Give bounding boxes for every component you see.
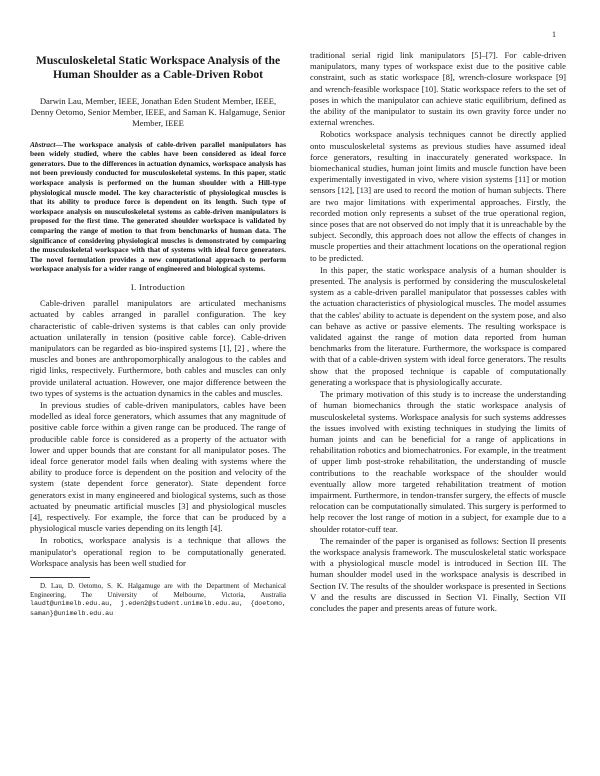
paragraph: traditional serial rigid link manipulators [5]–[7]. For cable-driven manipulators, many types of workspace exist due to the positive cable constraint, such as static workspace [8], wrench-closure workspace [9] and wrench-feasible workspace [10]. Static workspace refers to the set of poses in which the manipulator can achieve static equilibrium, defined as the ability of the manipulator to sustain its own gravity force under no external wrenches.: [310, 50, 566, 128]
author-list: Darwin Lau, Member, IEEE, Jonathan Eden Student Member, IEEE, Denny Oetomo, Senior Member, IEEE, and Saman K. Halgamuge, Senior Member, IEEE: [30, 96, 286, 129]
paragraph: In previous studies of cable-driven manipulators, cables have been modelled as ideal force generators, which assumes that any magnitude of positive cable force within a given range can be produced. The range of producible cable force is considered as a property of the actuator with lower and upper bounds that are constant for all manipulator poses. The ideal force generator model fails when dealing with systems where the ability to produce force is dependent on the position and velocity of the system (state dependent force generator). State dependent force generators exist in many engineered and biological systems, such as those actuated by pneumatic artificial muscles [3] and physiological muscles [4], respectively. For example, the force that can be produced by a physiological muscle varies depending on its length [4].: [30, 399, 286, 534]
paragraph: The primary motivation of this study is to increase the understanding of human biomechanics through the static workspace analysis of musculoskeletal systems. Workspace analysis for such systems addresses the issues involved with existing techniques in studying the limits of human joints and can be beneficial for a range of applications in rehabilitation robotics and biomechatronics. For example, in the treatment of upper limb post-stroke rehabilitation, the understanding of muscle contributions to the reachable workspace of the shoulder would eventually allow more targeted rehabilitation treatment of motion impairment. Furthermore, in tendon-transfer surgery, the effects of muscle relocation can be computationally simulated. This surgery is performed to help recover the lost range of motion in a subject, for example due to a shoulder rotator-cuff tear.: [310, 389, 566, 534]
abstract-label: Abstract: [30, 139, 56, 149]
left-column: [30, 50, 286, 618]
right-column: [310, 50, 566, 615]
paragraph: In this paper, the static workspace analysis of a human shoulder is presented. The analysis is performed by considering the musculoskeletal system as a cable-driven parallel manipulator that possesses cables with the actuation characteristics of physiological muscles. The model assumes that the cables' ability to actuate is dependent on the system pose, and also can behave as active or passive elements. The resulting workspace is validated against the range of motion data reported from human benchmarks from the literature. Furthermore, the workspace is compared with that of a cable-driven system with ideal force generators. The results show that the proposed technique is capable of computationally generating a workspace that is physiologically accurate.: [310, 264, 566, 387]
paragraph: The remainder of the paper is organised as follows: Section II presents the workspace analysis framework. The musculoskeletal static workspace with a physiological muscle model is introduced in Section III. The human shoulder model used in the workspace analysis is described in Section IV. The results of the shoulder workspace is presented in Sections V and the results are discussed in Section VI. Finally, Section VII concludes the paper and presents areas of future work.: [310, 535, 566, 613]
paragraph: Robotics workspace analysis techniques cannot be directly applied onto musculoskeletal systems as previous studies have assumed ideal force generators, resulting in inaccurately generated workspace. In biomechanical studies, human joint limits and muscle function have been experimentally investigated in vivo, where vision systems [11] or motion sensors [12], [13] are used to record the motion of human subjects. There are two major limitations with experimental approaches. Firstly, the recorded motion only represents a subset of the true operational region, since poses that are not observed do not imply that it is unreachable by the subject. Secondly, this approach does not allow the effects of changes in muscle properties and their attachment locations on the operational region to be predicted.: [310, 129, 566, 263]
paragraph: In robotics, workspace analysis is a technique that allows the manipulator's operational region to be computationally generated. Workspace analysis has been well studied for: [30, 535, 286, 568]
author-affiliation-footnote: [30, 582, 286, 618]
footnote-divider: [30, 577, 90, 578]
paragraph: Cable-driven parallel manipulators are articulated mechanisms actuated by cables arranged in parallel configuration. The key characteristic of cable-driven systems is that cables can only provide actuation unilaterally in tension (positive cable force). Cable-driven manipulators can be regarded as bio-inspired systems [1], [2] , where the muscles and bones are anthropomorphically analogous to the cables and rigid links, respectively. Furthermore, both cables and muscles can only provide unilateral actuation. However, one major difference between the two types of systems is the actuation dynamics in the cables and muscles.: [30, 298, 286, 398]
page-number: 1: [552, 30, 556, 39]
footnote-emails: laudt@unimelb.edu.au, j.eden2@student.unimelb.edu.au, {doetomo, saman}@unimelb.edu.au: [30, 600, 286, 617]
abstract-text: —The workspace analysis of cable-driven parallel manipulators has been widely studied, where the cables have been considered as ideal force generators. Due to the differences in actuation dynamics, workspace analysis has not been previously conducted for musculoskeletal systems. In this paper, static workspace analysis is performed on the human shoulder with a Hill-type physiological muscle model. The key characteristic of physiological muscles is that its ability to produce force is dependent on its length. Such type of workspace analysis on musculoskeletal systems as cable-driven manipulators is proposed for the first time. The generated shoulder workspace is validated by comparing the range of motion to that from benchmarks of human data. The significance of considering physiological muscles is demonstrated by comparing the musculoskeletal workspace with that of systems with ideal force generators. The novel formulation provides a new computational approach to perform workspace analysis for a wider range of engineered and biological systems.: [30, 139, 286, 274]
section-heading: I. Introduction: [130, 281, 186, 292]
abstract: [30, 140, 286, 274]
footnote-text: D. Lau, D. Oetomo, S. K. Halgamuge are with the Department of Mechanical Engineering, The University of Melbourne, Victoria, Australia: [30, 582, 286, 599]
paper-title: Musculoskeletal Static Workspace Analysis of the Human Shoulder as a Cable-Driven Robot: [35, 54, 281, 81]
